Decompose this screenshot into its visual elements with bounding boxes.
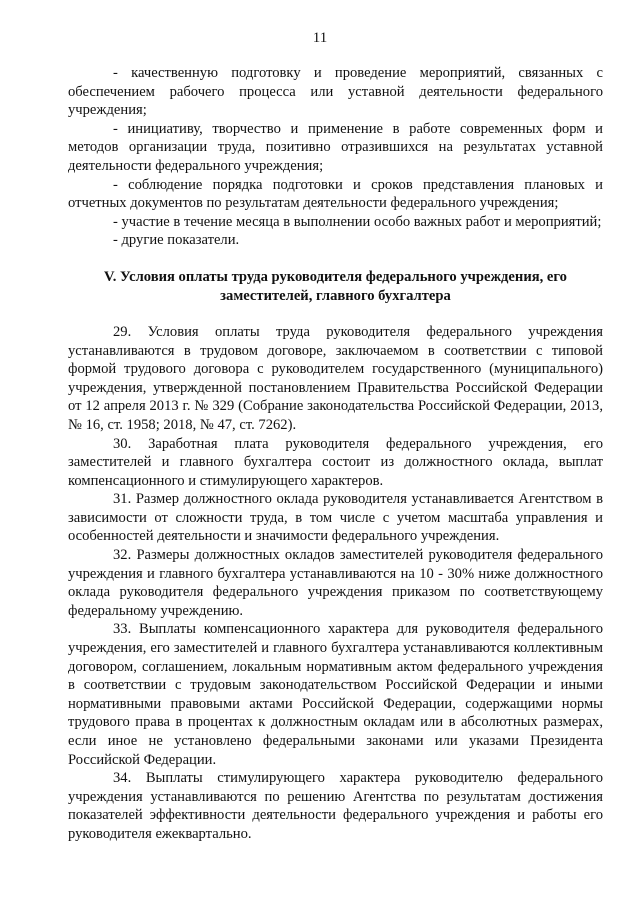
paragraph-30: 30. Заработная плата руководителя федерального учреждения, его заместителей и главного бухгалтера состоит из должностного оклада, выплат компенсационного и стимулирующего характеров.: [68, 435, 603, 489]
page-number: 11: [312, 30, 328, 46]
paragraph-34: 34. Выплаты стимулирующего характера руководителю федерального учреждения устанавливаются по решению Агентства по результатам достижения показателей эффективности деятельности федерального учреждения и работы его руководителя ежеквартально.: [68, 770, 603, 842]
paragraph-32: 32. Размеры должностных окладов заместителей руководителя федерального учреждения и главного бухгалтера устанавливаются на 10 - 30% ниже должностного оклада руководителя федерального учреждения приказом по соответствующему федеральному учреждению.: [68, 547, 603, 619]
paragraph-33: 33. Выплаты компенсационного характера для руководителя федерального учреждения, его заместителей и главного бухгалтера устанавливаются коллективным договором, соглашением, локальным нормативным актом федерального учреждения в соответствии с трудовым законодательством Российской Федерации и иными нормативными правовыми актами Российской Федерации, содержащими нормы трудового права в процентах к должностным окладам или в абсолютных размерах, если иное не установлено федеральными законами или указами Президента Российской Федерации.: [68, 621, 603, 768]
list-item: - участие в течение месяца в выполнении особо важных работ и мероприятий;: [113, 213, 602, 230]
paragraph-29: 29. Условия оплаты труда руководителя федерального учреждения устанавливаются в трудовом договоре, заключаемом в соответствии с типовой формой трудового договора с руководителем государственного (муниципального) учреждения, утвержденной постановлением Правительства Российской Федерации от 12 апреля 2013 г. № 329 (Собрание законодательства Российской Федерации, 2013, № 16, ст. 1958; 2018, № 47, ст. 7262).: [68, 323, 603, 433]
list-item: - соблюдение порядка подготовки и сроков представления плановых и отчетных документов по результатам деятельности федерального учреждения;: [68, 176, 603, 212]
paragraph-31: 31. Размер должностного оклада руководителя устанавливается Агентством в зависимости от сложности труда, в том числе с учетом масштаба управления и особенностей деятельности и значимости федерального учреждения.: [68, 491, 603, 545]
list-item: - другие показатели.: [113, 232, 240, 249]
list-item: - качественную подготовку и проведение мероприятий, связанных с обеспечением рабочего процесса или уставной деятельности федерального учреждения;: [68, 65, 603, 119]
section-heading: V. Условия оплаты труда руководителя федерального учреждения, его заместителей, главного бухгалтера: [104, 268, 567, 304]
list-item: - инициативу, творчество и применение в работе современных форм и методов организации труда, позитивно отразившихся на результатах уставной деятельности федерального учреждения;: [68, 120, 603, 174]
document-body: [68, 64, 603, 844]
